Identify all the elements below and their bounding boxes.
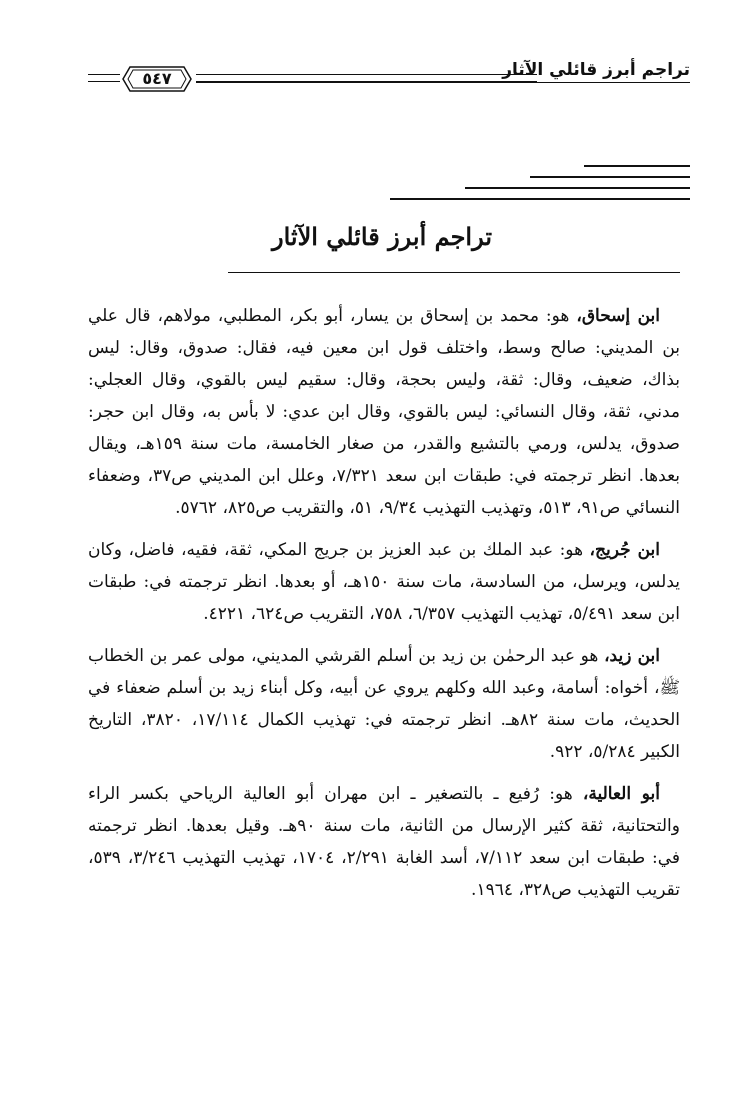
entry-ibn-zayd <box>88 640 680 768</box>
entry-name: أبو العالية، <box>582 784 660 804</box>
body-text <box>88 300 680 916</box>
title-underline <box>228 272 680 273</box>
decorative-line-2 <box>530 176 690 178</box>
header-rule <box>196 74 537 82</box>
entry-text: هو عبد الرحمٰن بن زيد بن أسلم القرشي المديني، مولى عمر بن الخطاب ﷺ، أخواه: أسامة، وعبد الله وكلهم يروي عن أبيه، وكل أبناء زيد بن أسلم ضعفاء في الحديث، مات سنة ٨٢هـ. انظر ترجمته في: تهذيب الكمال ١٧/١١٤، ٣٨٢٠، التاريخ الكبير ٥/٢٨٤، ٩٢٢. <box>88 646 680 762</box>
entry-abu-al-aliya <box>88 778 680 906</box>
entry-text: هو: عبد الملك بن عبد العزيز بن جريج المكي، ثقة، فقيه، فاضل، وكان يدلس، ويرسل، من السادسة، مات سنة ١٥٠هـ، أو بعدها. انظر ترجمته في: طبقات ابن سعد ٥/٤٩١، تهذيب التهذيب ٦/٣٥٧، ٧٥٨، التقريب ص٦٢٤، ٤٢٢١. <box>88 540 680 624</box>
entry-ibn-ishaq <box>88 300 680 524</box>
running-header-title: تراجم أبرز قائلي الآثار <box>502 60 690 80</box>
header-rule-left <box>88 74 120 82</box>
header-rule-lower <box>196 82 690 83</box>
page-number-badge <box>122 64 192 94</box>
entry-text: هو: محمد بن إسحاق بن يسار، أبو بكر، المطلبي، مولاهم، قال علي بن المديني: صالح وسط، واختلف قول ابن معين فيه، فقال: صدوق، وقال: ليس بذاك، ضعيف، وقال: ثقة، وليس بحجة، وقال: سقيم ليس بالقوي، وقال العجلي: مدني، ثقة، وقال النسائي: ليس بالقوي، وقال ابن عدي: لا بأس به، وقال ابن حجر: صدوق، يدلس، ورمي بالتشيع والقدر، من صغار الخامسة، مات سنة ١٥٩هـ، ويقال بعدها. انظر ترجمته في: طبقات ابن سعد ٧/٣٢١، وعلل ابن المديني ص٣٧، وضعفاء النسائي ص٩١، ٥١٣، وتهذيب التهذيب ٩/٣٤، ٥١، والتقريب ص٨٢٥، ٥٧٦٢. <box>88 306 681 518</box>
chapter-title: تراجم أبرز قائلي الآثار <box>272 222 492 251</box>
decorative-line-1 <box>584 165 690 167</box>
entry-name: ابن جُريج، <box>589 540 660 560</box>
entry-name: ابن زيد، <box>604 646 660 666</box>
entry-text: هو: رُفيع ـ بالتصغير ـ ابن مهران أبو العالية الرياحي بكسر الراء والتحتانية، ثقة كثير الإرسال من الثانية، مات سنة ٩٠هـ. وقيل بعدها. انظر ترجمته في: طبقات ابن سعد ٧/١١٢، أسد الغابة ٢/٢٩١، ١٧٠٤، تهذيب التهذيب ٣/٢٤٦، ٥٣٩، تقريب التهذيب ص٣٢٨، ١٩٦٤. <box>88 784 680 900</box>
page-number: ٥٤٧ <box>142 69 172 88</box>
entry-ibn-jurayj <box>88 534 680 630</box>
decorative-line-3 <box>465 187 690 189</box>
entry-name: ابن إسحاق، <box>576 306 660 326</box>
decorative-line-4 <box>390 198 690 200</box>
